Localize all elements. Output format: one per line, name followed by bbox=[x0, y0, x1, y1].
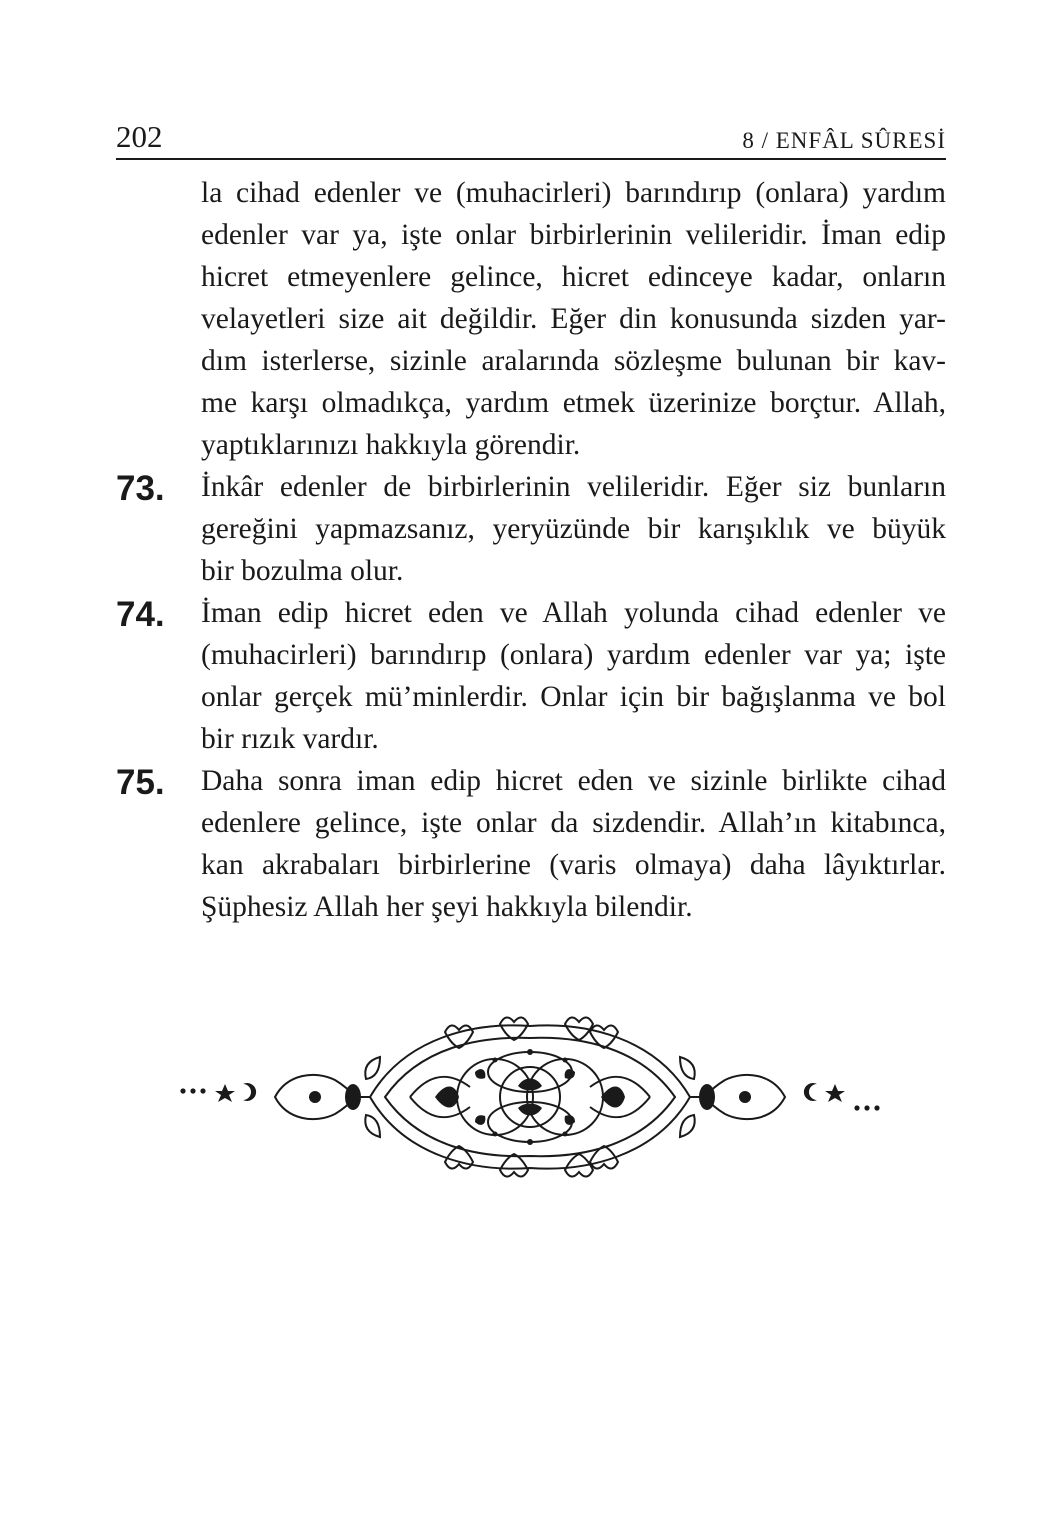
text-line: (muhacirleri) barındırıp (onlara) yardım edenler var ya; işte bbox=[201, 639, 946, 671]
verse-number: 75. bbox=[116, 763, 165, 802]
text-line: onlar gerçek mü’minlerdir. Onlar için bir bağışlanma ve bol bbox=[201, 681, 946, 713]
running-title: 8 / ENFÂL SÛRESİ bbox=[742, 128, 946, 153]
text-line: Daha sonra iman edip hicret eden ve sizinle birlikte cihad bbox=[201, 765, 946, 797]
text-line: gereğini yapmazsanız, yeryüzünde bir karışıklık ve büyük bbox=[201, 513, 946, 545]
text-line: hicret etmeyenlere gelince, hicret edinceye kadar, onların bbox=[201, 261, 946, 293]
floral-divider-ornament-icon bbox=[175, 1012, 885, 1182]
text-line: edenlere gelince, işte onlar da sizdendir. Allah’ın kitabınca, bbox=[201, 807, 946, 839]
text-line: velayetleri size ait değildir. Eğer din konusunda sizden yar- bbox=[201, 303, 946, 335]
text-line: yaptıklarınızı hakkıyla görendir. bbox=[201, 429, 581, 461]
text-line: dım isterlerse, sizinle aralarında sözleşme bulunan bir kav- bbox=[201, 345, 946, 377]
verse-number: 73. bbox=[116, 469, 165, 508]
text-line: bir rızık vardır. bbox=[201, 723, 379, 755]
page-header bbox=[116, 118, 946, 160]
text-line: kan akrabaları birbirlerine (varis olmaya) daha lâyıktırlar. bbox=[201, 849, 946, 881]
verse-74 bbox=[116, 592, 946, 760]
text-line: bir bozulma olur. bbox=[201, 555, 404, 587]
page-number: 202 bbox=[116, 119, 163, 154]
text-line: İman edip hicret eden ve Allah yolunda cihad edenler ve bbox=[201, 597, 946, 629]
verse-number: 74. bbox=[116, 595, 165, 634]
verse-75 bbox=[116, 760, 946, 928]
page-body bbox=[116, 172, 946, 928]
text-line: me karşı olmadıkça, yardım etmek üzerinize borçtur. Allah, bbox=[201, 387, 946, 419]
text-line: Şüphesiz Allah her şeyi hakkıyla bilendir. bbox=[201, 891, 693, 923]
verse-73 bbox=[116, 466, 946, 592]
text-line: la cihad edenler ve (muhacirleri) barındırıp (onlara) yardım bbox=[201, 177, 946, 209]
text-line: İnkâr edenler de birbirlerinin velileridir. Eğer siz bunların bbox=[201, 471, 946, 503]
paragraph-continuation bbox=[116, 172, 946, 466]
text-line: edenler var ya, işte onlar birbirlerinin velileridir. İman edip bbox=[201, 219, 946, 251]
